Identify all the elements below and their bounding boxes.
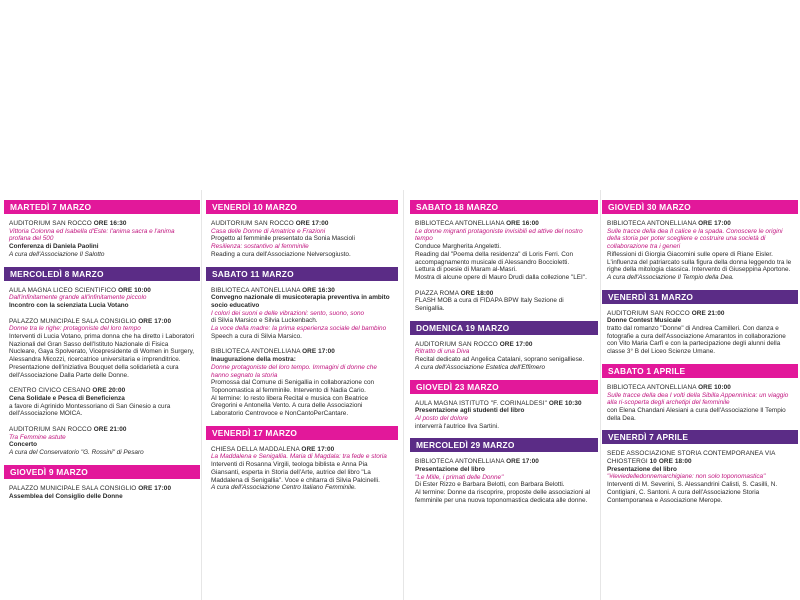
line-text: Cena Solidale e Pesca di Beneficienza: [9, 394, 125, 402]
line-text: Assemblea del Consiglio delle Donne: [9, 492, 123, 500]
event-item: [9, 485, 196, 500]
event-text: [415, 243, 594, 251]
event-time: ORE 20:00: [92, 387, 126, 395]
line-text: Recital dedicato ad Angelica Catalani, soprano senigalliese.: [415, 356, 585, 364]
event-title: [9, 228, 196, 243]
line-text: AUDITORIUM SAN ROCCO: [415, 340, 500, 348]
line-text: Promossa dal Comune di Senigallia in collaborazione con Toponomastica al femminile. Intervento di Nadia Cario.: [211, 379, 375, 394]
date-day: 29 MARZO: [470, 440, 515, 451]
line-text: Incontro con la scienziata Lucia Votano: [9, 301, 129, 309]
event-time: ORE 10:00: [118, 286, 151, 294]
event-title: [9, 294, 196, 302]
event-time: ORE 10:00: [698, 383, 731, 391]
date-weekday: GIOVEDÌ: [10, 466, 47, 477]
event-item: [415, 341, 594, 372]
event-text: [607, 251, 794, 274]
event-title: [607, 392, 794, 407]
event-text: [9, 395, 196, 403]
column-4: [602, 200, 798, 512]
event-text: [9, 449, 196, 457]
line-text: Sulle tracce della dea Il calice e la spada. Conoscere le origini della storia per poter scegliere e costruire una società di collaborazione tra i generi: [607, 227, 783, 251]
line-text: Presentazione dell'iniziativa Bouquet della solidarietà a cura dell'Associazione Dalla Parte delle Donne.: [9, 363, 179, 379]
event-text: [415, 266, 594, 274]
event-item: [211, 446, 394, 492]
fold-line: [403, 190, 404, 600]
event-item: [607, 220, 794, 282]
event-item: [9, 220, 196, 259]
date-weekday: MERCOLEDÌ: [10, 268, 63, 279]
event-text: [211, 484, 394, 492]
event-item: [9, 426, 196, 457]
event-time: ORE 17:00: [499, 340, 533, 348]
date-header: [410, 200, 598, 214]
line-text: "#leviedelledonnemarchigiane: non solo toponomastica": [607, 473, 766, 481]
line-text: AUDITORIUM SAN ROCCO: [211, 220, 296, 227]
line-text: Concerto: [9, 441, 38, 449]
date-weekday: VENERDÌ: [608, 432, 647, 443]
line-text: Speech a cura di Silvia Marsico.: [211, 332, 302, 340]
event-venue: [211, 287, 394, 295]
event-item: [9, 387, 196, 418]
event-time: ORE 16:30: [93, 220, 127, 227]
event-text: [211, 317, 394, 325]
line-text: AULA MAGNA ISTITUTO "F. CORINALDESI": [415, 399, 549, 407]
line-text: AUDITORIUM SAN ROCCO: [9, 426, 94, 434]
date-weekday: DOMENICA: [416, 322, 463, 333]
line-text: PIAZZA ROMA: [415, 289, 461, 297]
date-weekday: SABATO: [608, 365, 644, 376]
date-header: [410, 321, 598, 335]
date-header: [206, 267, 398, 281]
date-header: [602, 200, 798, 214]
date-header: [206, 200, 398, 214]
line-text: BIBLIOTECA ANTONELLIANA: [607, 220, 699, 227]
event-item: [211, 220, 394, 259]
date-weekday: SABATO: [416, 202, 452, 212]
line-text: Interventi di M. Severini, S. Alessandrini Calisti, S. Casilli, N. Contigiani, C. Santoni. A cura dell'Associazione Storia Contemporanea e Associazione Merope.: [607, 481, 778, 504]
line-text: BIBLIOTECA ANTONELLIANA: [415, 458, 507, 466]
date-day: 7 APRILE: [649, 432, 689, 443]
line-text: Donne Contest Musicale: [607, 317, 682, 325]
date-day: 17 MARZO: [253, 427, 298, 438]
date-weekday: MERCOLEDÌ: [416, 440, 469, 451]
event-time: ORE 17:00: [302, 348, 335, 356]
date-header: [4, 200, 200, 214]
line-text: Al posto del dolore: [415, 414, 468, 422]
event-title: [211, 453, 394, 461]
line-text: Interventi di Lucia Votano, prima donna che ha diretto i Laboratori Nazionali del Gran Sasso dell'Istituto Nazionale di Fisica Nucleare, Gaya Spolverato, Vicepresidente di Women in Surgery, Alessandra Micozzi, ricercatrice universitaria e imprenditrice.: [9, 333, 195, 364]
line-text: Reading dal "Poema della residenza" di Loris Ferri. Con accompagnamento musicale di Alessandro Boccioletti.: [415, 250, 573, 266]
line-text: A cura dell'Associazione Estetica dell'Effimero: [415, 363, 546, 371]
event-time: ORE 21:00: [93, 426, 127, 434]
event-time: ORE 17:00: [301, 445, 335, 453]
line-text: Inaugurazione della mostra:: [211, 356, 296, 364]
event-item: [415, 220, 594, 282]
event-time: ORE 21:00: [691, 309, 725, 317]
date-weekday: VENERDÌ: [608, 291, 647, 302]
line-text: AULA MAGNA LICEO SCIENTIFICO: [9, 286, 119, 294]
date-day: 11 MARZO: [250, 268, 294, 279]
event-text: [415, 251, 594, 266]
event-item: [415, 458, 594, 504]
line-text: A cura del Conservatorio "G. Rossini" di Pesaro: [9, 449, 144, 457]
line-text: Donne tra le righe: protagoniste del loro tempo: [9, 325, 141, 333]
event-text: [415, 489, 594, 504]
event-title: [415, 474, 594, 482]
event-text: [9, 364, 196, 379]
date-header: [410, 438, 598, 452]
event-time: ORE 17:00: [138, 317, 172, 325]
event-title: [607, 228, 794, 251]
line-text: PALAZZO MUNICIPALE SALA CONSIGLIO: [9, 317, 139, 325]
date-day: 30 MARZO: [646, 202, 691, 212]
event-venue: [415, 458, 594, 466]
line-text: Interventi di Rosanna Virgili, teologa biblista e Anna Pia Giansanti, esperta in Storia dell'Arte, autrice del libro "La Maddalena di Senigallia". Voce e chitarra di Silvia Palcinelli.: [211, 461, 380, 484]
event-text: [9, 441, 196, 449]
event-text: [415, 297, 594, 312]
event-title: [415, 415, 594, 423]
column-3: [410, 200, 598, 513]
event-item: [607, 384, 794, 423]
event-text: [211, 235, 394, 243]
event-text: [211, 251, 394, 259]
line-text: Progetto al femminile presentato da Sonia Mascioli: [211, 235, 355, 243]
event-title: [211, 243, 394, 251]
event-text: [415, 356, 594, 364]
event-venue: [607, 220, 794, 228]
line-text: Convegno nazionale di musicoterapia preventiva in ambito socio educativo: [211, 294, 390, 309]
line-text: SEDE ASSOCIAZIONE STORIA CONTEMPORANEA VIA CHIOSTERGI: [607, 450, 776, 466]
line-text: PALAZZO MUNICIPALE SALA CONSIGLIO: [9, 484, 139, 492]
event-venue: [9, 485, 196, 493]
line-text: tratto dal romanzo "Donne" di Andrea Camilleri. Con danza e fotografie a cura dell'Associazione Amarantos in collaborazione con Vito Maria Carfì e con la partecipazione degli alunni della classe 3° B del Liceo Scienze Umane.: [607, 325, 786, 356]
line-text: I colori dei suoni e delle vibrazioni: sento, suono, sono: [211, 309, 365, 317]
date-header: [602, 290, 798, 304]
date-weekday: GIOVEDÌ: [608, 202, 645, 212]
date-day: 7 MARZO: [52, 202, 92, 212]
event-item: [607, 310, 794, 356]
line-text: AUDITORIUM SAN ROCCO: [9, 220, 94, 227]
event-item: [211, 287, 394, 341]
event-text: [607, 407, 794, 422]
line-text: Presentazione agli studenti del libro: [415, 407, 525, 415]
line-text: BIBLIOTECA ANTONELLIANA: [211, 286, 303, 294]
event-time: ORE 17:00: [698, 220, 731, 227]
event-text: [415, 407, 594, 415]
date-header: [206, 426, 398, 440]
event-venue: [607, 310, 794, 318]
date-day: 18 MARZO: [454, 202, 499, 212]
event-text: [211, 333, 394, 341]
line-text: La voce della madre: la prima esperienza sociale del bambino: [211, 325, 387, 333]
date-day: 1 APRILE: [646, 365, 686, 376]
line-text: Dall'infinitamente grande all'infinitamente piccolo: [9, 294, 147, 302]
event-item: [9, 318, 196, 380]
event-venue: [9, 287, 196, 295]
event-item: [607, 450, 794, 504]
line-text: Vittoria Colonna ed Isabella d'Este: l'anima sacra e l'anima profana del 500: [9, 227, 175, 243]
line-text: Ritratto di una Diva: [415, 348, 470, 356]
event-text: [9, 333, 196, 364]
event-venue: [211, 220, 394, 228]
event-text: [607, 274, 794, 282]
event-text: [9, 243, 196, 251]
date-day: 10 MARZO: [253, 202, 298, 212]
event-text: [211, 461, 394, 484]
event-venue: [211, 446, 394, 454]
event-text: [9, 403, 196, 418]
line-text: BIBLIOTECA ANTONELLIANA: [607, 383, 699, 391]
event-text: [211, 356, 394, 364]
date-weekday: SABATO: [212, 268, 248, 279]
date-weekday: VENERDÌ: [212, 202, 251, 212]
event-time: ORE 17:00: [506, 458, 539, 466]
date-weekday: VENERDÌ: [212, 427, 251, 438]
event-venue: [415, 220, 594, 228]
line-text: Conferenza di Daniela Paolini: [9, 243, 99, 251]
event-title: [415, 348, 594, 356]
event-venue: [415, 400, 594, 408]
line-text: Donne protagoniste del loro tempo. Immagini di donne che hanno segnato la storia: [211, 363, 377, 379]
date-day: 31 MARZO: [649, 291, 694, 302]
event-item: [9, 287, 196, 310]
date-weekday: MARTEDÌ: [10, 202, 50, 212]
date-header: [4, 465, 200, 479]
line-text: a favore di Agrinido Montessoriano di San Ginesio a cura dell'Associazione MOICA.: [9, 402, 171, 418]
date-header: [4, 267, 200, 281]
event-time: ORE 18:00: [460, 289, 494, 297]
line-text: CHIESA DELLA MADDALENA: [211, 445, 302, 453]
event-text: [9, 302, 196, 310]
event-text: [415, 274, 594, 282]
event-text: [607, 481, 794, 504]
event-title: [415, 228, 594, 243]
date-header: [602, 364, 798, 378]
event-title: [9, 325, 196, 333]
event-venue: [211, 348, 394, 356]
line-text: AUDITORIUM SAN ROCCO: [607, 309, 692, 317]
event-venue: [9, 387, 196, 395]
line-text: Presentazione del libro: [415, 466, 485, 474]
event-venue: [9, 220, 196, 228]
line-text: con Elena Chandani Alesiani a cura dell'Associazione Il Tempio della Dea.: [607, 406, 786, 422]
date-day: 23 MARZO: [454, 381, 499, 392]
column-2: [206, 200, 398, 500]
event-text: [211, 379, 394, 394]
line-text: Sulle tracce della dea I volti della Sibilla Appenninica: un viaggio alla ri-scoperta degli archetipi del femminile: [607, 391, 789, 407]
line-text: Casa delle Donne di Amatrice e Frazioni: [211, 227, 326, 235]
event-venue: [415, 341, 594, 349]
line-text: Al termine: Donne da riscoprire, proposte delle associazioni al femminile per una nuova toponomastica dedicata alle donne.: [415, 489, 591, 504]
event-item: [415, 400, 594, 431]
date-weekday: GIOVEDÌ: [416, 381, 453, 392]
event-item: [415, 290, 594, 313]
line-text: Al termine: Io resto libera Recital e musica con Beatrice Gregorini e Antonella Vento. A cura delle Associazioni Laboratorio Centrovoce e NonCantoPerCantare.: [211, 394, 368, 418]
line-text: Le donne migranti protagoniste invisibili ed attive del nostro tempo: [415, 227, 583, 243]
event-venue: [9, 426, 196, 434]
event-time: ORE 17:00: [138, 484, 172, 492]
event-venue: [9, 318, 196, 326]
line-text: Di Ester Rizzo e Barbara Belotti, con Barbara Belotti.: [415, 481, 565, 489]
event-text: [607, 325, 794, 356]
event-time: ORE 17:00: [295, 220, 329, 227]
line-text: CENTRO CIVICO CESANO: [9, 387, 93, 395]
event-venue: [607, 384, 794, 392]
column-1: [4, 200, 200, 508]
event-title: [211, 325, 394, 333]
line-text: Presentazione del libro: [607, 465, 677, 473]
date-day: 8 MARZO: [64, 268, 104, 279]
date-header: [410, 380, 598, 394]
event-title: [211, 364, 394, 379]
event-title: [607, 473, 794, 481]
fold-line: [201, 190, 202, 600]
line-text: interverrà l'autrice Ilva Sartini.: [415, 422, 499, 430]
line-text: Reading a cura dell'Associazione Nelversogiusto.: [211, 250, 351, 258]
event-text: [415, 481, 594, 489]
event-time: ORE 16:00: [506, 220, 539, 227]
fold-line: [600, 190, 601, 600]
line-text: Resilienza: sostantivo al femminile: [211, 243, 309, 251]
line-text: Riflessioni di Giorgia Giacomini sulle opere di Riane Eisler. L'influenza del patriarcato sulla figura della donna leggendo tra le righe della mitologia classica. Intervento di Giuseppina Aportone.: [607, 250, 792, 274]
line-text: A cura dell'Associazione Il Salotto: [9, 250, 105, 258]
line-text: Conduce Margherita Angeletti.: [415, 243, 501, 251]
event-title: [211, 228, 394, 236]
event-item: [211, 348, 394, 417]
event-time: 10 ORE 18:00: [649, 458, 692, 466]
date-header: [602, 430, 798, 444]
date-day: 19 MARZO: [465, 322, 510, 333]
event-text: [211, 395, 394, 418]
event-time: ORE 10:30: [548, 399, 582, 407]
line-text: "Le Mille, i primati delle Donne": [415, 473, 504, 481]
event-title: [9, 434, 196, 442]
event-venue: [607, 450, 794, 465]
line-text: BIBLIOTECA ANTONELLIANA: [211, 348, 303, 356]
line-text: A cura dell'Associazione Il Tempio della Dea.: [607, 273, 734, 281]
event-text: [607, 317, 794, 325]
event-time: ORE 16:30: [302, 286, 335, 294]
date-day: 9 MARZO: [48, 466, 88, 477]
event-title: [211, 310, 394, 318]
line-text: Tra Femmine astute: [9, 433, 66, 441]
event-venue: [415, 290, 594, 298]
line-text: BIBLIOTECA ANTONELLIANA: [415, 220, 507, 227]
line-text: FLASH MOB a cura di FIDAPA BPW Italy Sezione di Senigallia.: [415, 297, 564, 313]
event-text: [211, 294, 394, 309]
line-text: Lettura di poesie di Maram al-Masri.: [415, 266, 517, 274]
event-text: [9, 493, 196, 501]
line-text: La Maddalena e Senigallia. Maria di Magdala: tra fede e storia: [211, 453, 387, 461]
line-text: Mostra di alcune opere di Mauro Drudi dalla collezione "LEI".: [415, 273, 587, 281]
event-text: [9, 251, 196, 259]
event-text: [607, 466, 794, 474]
line-text: A cura dell'Associazione Centro Italiano Femminile.: [211, 484, 357, 492]
event-text: [415, 364, 594, 372]
line-text: di Silvia Marsico e Silvia Luckenbach.: [211, 317, 318, 325]
event-text: [415, 423, 594, 431]
event-text: [415, 466, 594, 474]
